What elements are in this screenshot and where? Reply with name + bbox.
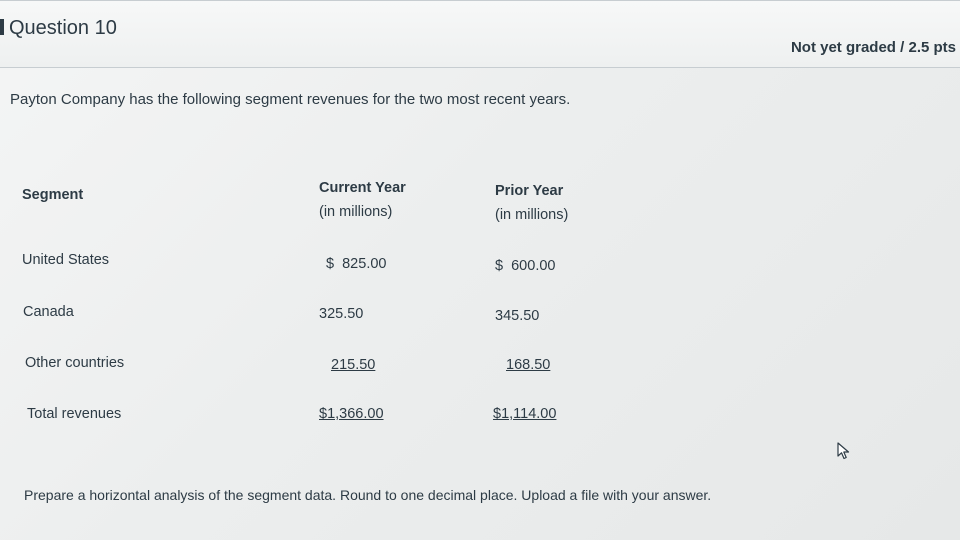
- header-prior-year-unit: (in millions): [495, 207, 569, 223]
- header-current-year: [319, 180, 406, 220]
- question-intro: Payton Company has the following segment revenues for the two most recent years.: [10, 91, 571, 108]
- header-prior-year: [495, 183, 568, 223]
- row-current-canada: 325.50: [319, 306, 364, 322]
- row-segment-other-countries: Other countries: [25, 355, 125, 371]
- header-prior-year-label: Prior Year: [495, 183, 564, 199]
- row-current-other-countries: 215.50: [331, 357, 376, 373]
- row-prior-canada: 345.50: [495, 308, 540, 324]
- question-title: Question 10: [9, 17, 117, 39]
- question-marker: [0, 19, 4, 35]
- row-current-total-revenues: $1,366.00: [319, 406, 384, 422]
- header-current-year-label: Current Year: [319, 180, 406, 196]
- row-current-united-states: $ 825.00: [326, 256, 387, 272]
- row-segment-canada: Canada: [23, 304, 74, 320]
- row-prior-other-countries: 168.50: [506, 357, 551, 373]
- row-segment-total-revenues: Total revenues: [27, 406, 122, 422]
- question-instructions: Prepare a horizontal analysis of the segment data. Round to one decimal place. Upload a file with your answer.: [24, 487, 712, 503]
- row-prior-total-revenues: $1,114.00: [493, 406, 557, 422]
- question-points: Not yet graded / 2.5 pts: [790, 39, 956, 56]
- row-segment-united-states: United States: [22, 252, 110, 268]
- row-prior-united-states: $ 600.00: [495, 258, 556, 274]
- header-segment: Segment: [22, 187, 84, 203]
- mouse-pointer-icon: [836, 442, 852, 460]
- question-header: [0, 0, 960, 68]
- header-current-year-unit: (in millions): [319, 204, 393, 220]
